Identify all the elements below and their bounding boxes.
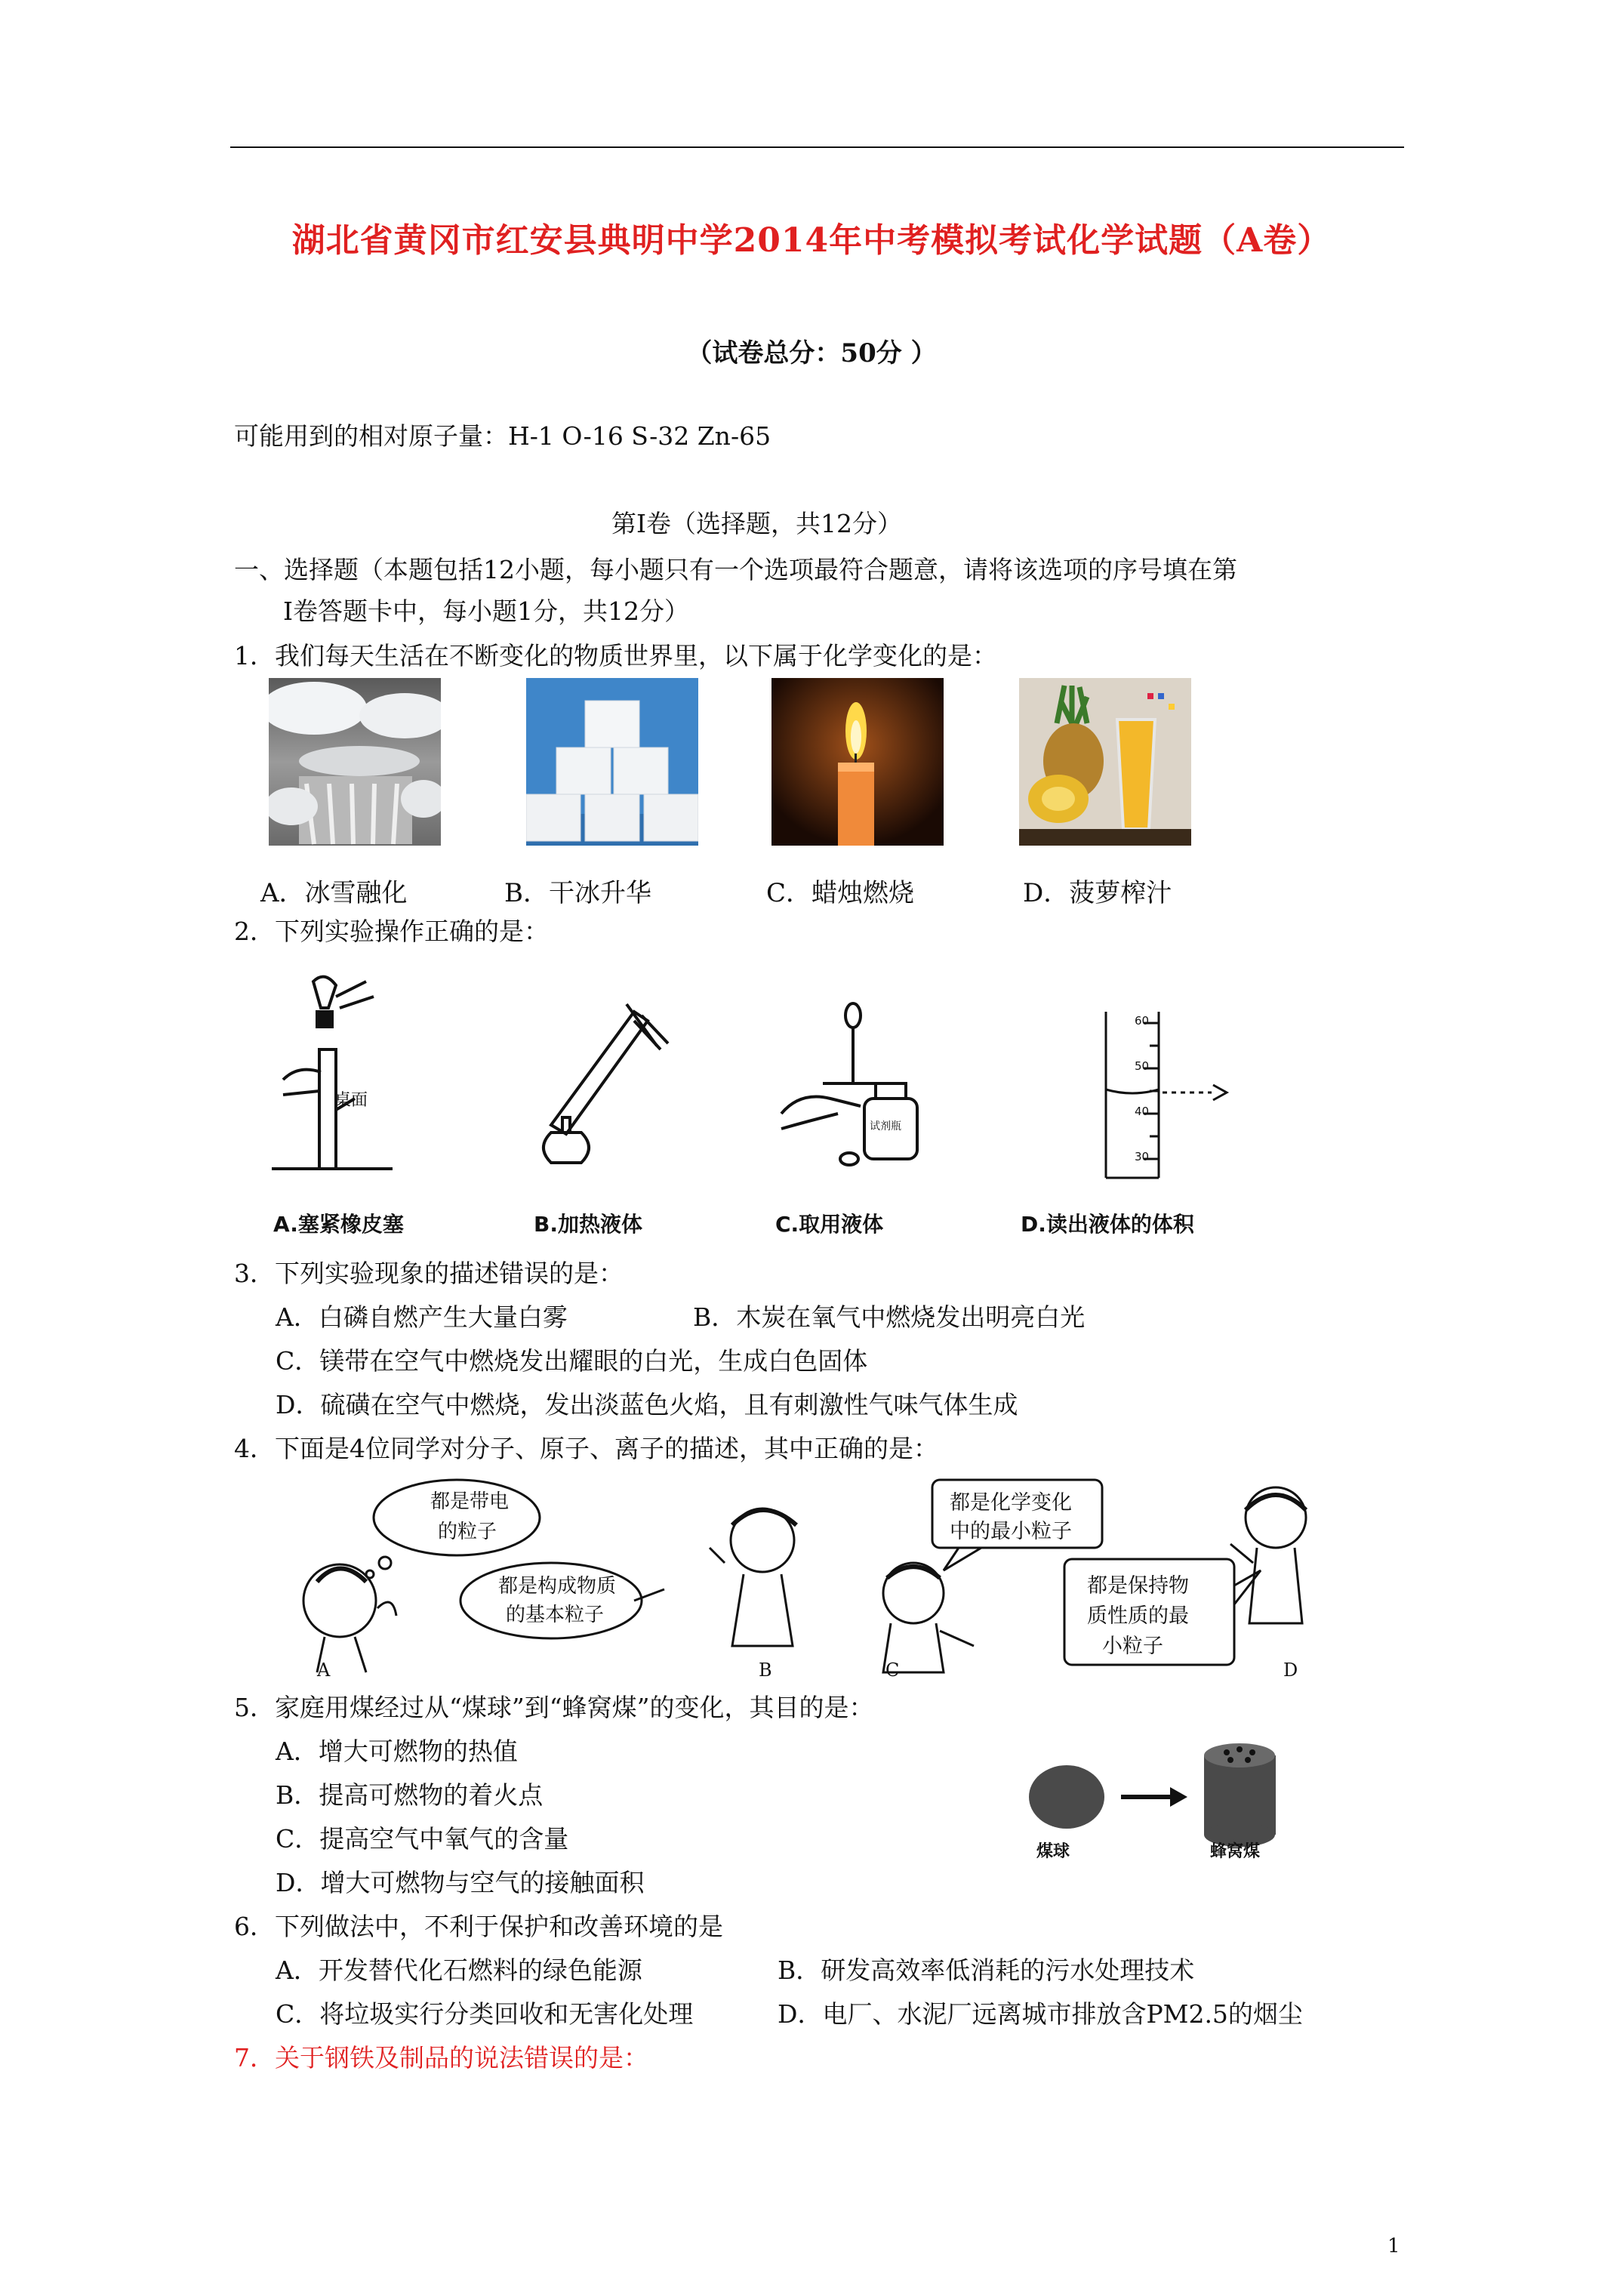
part-title: 第Ⅰ卷（选择题，共12分） (611, 509, 903, 538)
q2-caption-a: A.塞紧橡皮塞 (273, 1212, 404, 1237)
q1-option-d: D．菠萝榨汁 (1023, 878, 1172, 908)
q4-bubble-d-line1: 都是保持物 (1087, 1574, 1189, 1598)
q4-bubble-b-line1: 都是构成物质 (498, 1575, 617, 1598)
q4-bubble-c-line1: 都是化学变化 (950, 1491, 1072, 1515)
q2-caption-d: D.读出液体的体积 (1021, 1212, 1194, 1237)
q2-image-read-volume (1038, 1000, 1234, 1182)
q4-bubble-b-line2: 的基本粒子 (506, 1604, 605, 1626)
q2-image-heating (521, 974, 672, 1174)
q6-option-b: B．研发高效率低消耗的污水处理技术 (778, 1955, 1195, 1985)
q2-stem: 2．下列实验操作正确的是： (234, 917, 549, 946)
q4-bubble-c-line2: 中的最小粒子 (950, 1520, 1072, 1543)
q5-option-b: B．提高可燃物的着火点 (276, 1780, 544, 1810)
q5-label-honeycomb-coal: 蜂窝煤 (1210, 1842, 1261, 1861)
q5-label-coal-ball: 煤球 (1036, 1842, 1070, 1861)
q5-option-c: C．提高空气中氧气的含量 (276, 1824, 569, 1854)
q2-scale-50: 50 (1135, 1059, 1150, 1073)
q4-letter-a: A (317, 1660, 331, 1681)
q1-image-pineapple-juice (1019, 678, 1191, 846)
q2-label-desk: 桌面 (334, 1091, 368, 1110)
q3-stem: 3．下列实验现象的描述错误的是： (234, 1259, 624, 1288)
q1-image-candle (771, 678, 944, 846)
q5-option-d: D．增大可燃物与空气的接触面积 (276, 1868, 645, 1897)
q4-stem: 4．下面是4位同学对分子、原子、离子的描述，其中正确的是： (234, 1434, 938, 1463)
page-number: 1 (1387, 2235, 1400, 2257)
q4-letter-b: B (759, 1660, 772, 1681)
q2-image-liquid-dropper (778, 1000, 929, 1182)
q4-letter-d: D (1283, 1660, 1298, 1681)
section-instructions-line1: 一、选择题（本题包括12小题，每小题只有一个选项最符合题意，请将该选项的序号填在第 (234, 555, 1237, 584)
q1-option-c: C．蜡烛燃烧 (766, 878, 915, 908)
q3-option-a: A．白磷自燃产生大量白雾 (276, 1302, 568, 1332)
q3-option-d: D．硫磺在空气中燃烧，发出淡蓝色火焰，且有刺激性气味气体生成 (276, 1390, 1018, 1419)
q4-illustration (294, 1472, 1336, 1676)
q7-stem: 7．关于钢铁及制品的说法错误的是： (234, 2043, 648, 2073)
q2-caption-b: B.加热液体 (534, 1212, 642, 1237)
q1-stem: 1．我们每天生活在不断变化的物质世界里，以下属于化学变化的是： (234, 641, 997, 670)
q2-label-bottle: 试剂瓶 (870, 1120, 901, 1133)
q3-option-c: C．镁带在空气中燃烧发出耀眼的白光，生成白色固体 (276, 1346, 868, 1376)
section-instructions-line2: Ⅰ卷答题卡中，每小题1分，共12分） (283, 596, 690, 626)
q5-option-a: A．增大可燃物的热值 (276, 1737, 518, 1766)
q6-option-c: C．将垃圾实行分类回收和无害化处理 (276, 1999, 694, 2029)
q6-option-d: D．电厂、水泥厂远离城市排放含PM2.5的烟尘 (778, 1999, 1303, 2029)
q1-option-a: A．冰雪融化 (260, 878, 408, 908)
header-rule (230, 146, 1404, 148)
q5-image-coal (1023, 1725, 1280, 1869)
total-score: （试卷总分：50分 ） (686, 338, 937, 368)
q3-option-b: B．木炭在氧气中燃烧发出明亮白光 (693, 1302, 1086, 1332)
q2-caption-c: C.取用液体 (775, 1212, 884, 1237)
q1-image-ice-snow (269, 678, 441, 846)
q4-bubble-a-line2: 的粒子 (438, 1521, 497, 1543)
atomic-mass: 可能用到的相对原子量：H-1 O-16 S-32 Zn-65 (234, 421, 771, 451)
q2-scale-30: 30 (1135, 1150, 1150, 1163)
q4-letter-c: C (885, 1660, 900, 1681)
q6-stem: 6．下列做法中，不利于保护和改善环境的是 (234, 1912, 723, 1941)
q2-scale-60: 60 (1135, 1014, 1150, 1028)
q2-scale-40: 40 (1135, 1105, 1150, 1118)
q4-bubble-a-line1: 都是带电 (430, 1490, 510, 1513)
q4-bubble-d-line3: 小粒子 (1102, 1635, 1163, 1658)
q2-image-stopper (268, 966, 400, 1182)
q1-option-b: B．干冰升华 (504, 878, 651, 908)
q1-image-dry-ice (526, 678, 698, 846)
q5-stem: 5．家庭用煤经过从“煤球”到“蜂窝煤”的变化，其目的是： (234, 1693, 874, 1722)
q6-option-a: A．开发替代化石燃料的绿色能源 (276, 1955, 642, 1985)
q4-bubble-d-line2: 质性质的最 (1087, 1604, 1189, 1628)
page-title: 湖北省黄冈市红安县典明中学2014年中考模拟考试化学试题（A卷） (291, 221, 1332, 260)
